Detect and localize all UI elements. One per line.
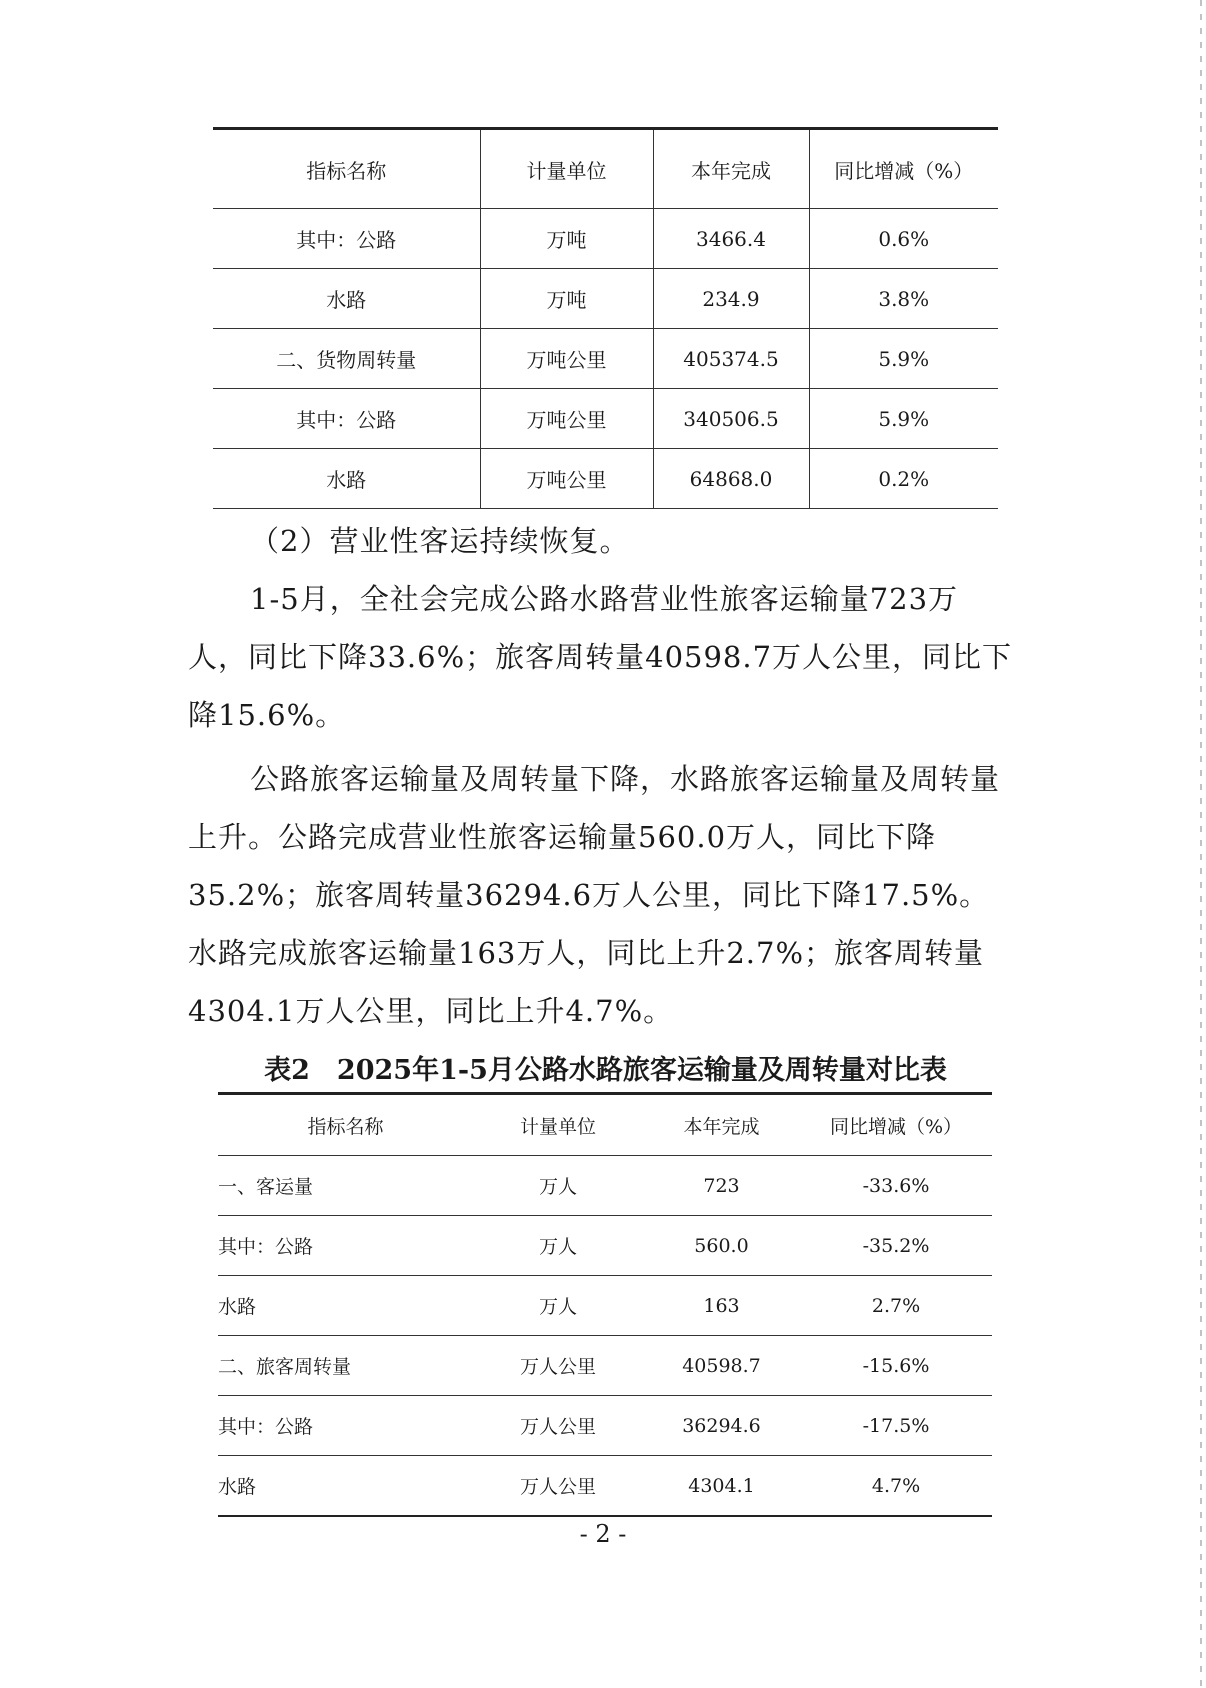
cell-unit: 万吨 [480,269,653,329]
header-change: 同比增减（%） [809,129,998,209]
cell-indicator: 二、旅客周转量 [218,1336,473,1396]
cell-indicator: 二、货物周转量 [213,329,480,389]
table-header-row [218,1094,992,1156]
cell-change: -33.6% [800,1156,992,1216]
cell-unit: 万人公里 [473,1396,643,1456]
cell-indicator: 一、客运量 [218,1156,473,1216]
table-header-row [213,129,998,209]
header-change: 同比增减（%） [800,1094,992,1156]
cell-indicator: 水路 [218,1276,473,1336]
cell-unit: 万吨公里 [480,449,653,509]
header-unit: 计量单位 [480,129,653,209]
page-number: - 2 - [579,1520,627,1548]
cell-indicator: 其中：公路 [218,1396,473,1456]
cell-completed: 723 [643,1156,800,1216]
cell-change: 0.2% [809,449,998,509]
table-row [218,1156,992,1216]
scan-edge [1200,0,1202,1688]
paragraph-passenger-detail: 公路旅客运输量及周转量下降，水路旅客运输量及周转量上升。公路完成营业性旅客运输量560.0万人，同比下降35.2%；旅客周转量36294.6万人公里，同比下降17.5%。水路完成旅客运输量163万人，同比上升2.7%；旅客周转量4304.1万人公里，同比上升4.7%。 [188,762,1001,1028]
cell-indicator: 水路 [213,269,480,329]
cell-indicator: 水路 [213,449,480,509]
header-indicator: 指标名称 [213,129,480,209]
cell-indicator: 其中：公路 [218,1216,473,1276]
cell-change: -35.2% [800,1216,992,1276]
cell-unit: 万人公里 [473,1336,643,1396]
cell-change: -17.5% [800,1396,992,1456]
paragraph-passenger-summary: 1-5月，全社会完成公路水路营业性旅客运输量723万人，同比下降33.6%；旅客周转量40598.7万人公里，同比下降15.6%。 [188,582,1013,732]
table2-title: 表2 2025年1-5月公路水路旅客运输量及周转量对比表 [264,1055,947,1086]
table-row [218,1216,992,1276]
passenger-table [218,1092,992,1517]
cell-unit: 万人 [473,1216,643,1276]
cell-unit: 万人 [473,1156,643,1216]
cell-completed: 405374.5 [653,329,809,389]
cell-completed: 40598.7 [643,1336,800,1396]
cell-completed: 36294.6 [643,1396,800,1456]
freight-table [213,127,998,509]
table-row [213,269,998,329]
table-row [213,209,998,269]
cell-unit: 万吨公里 [480,389,653,449]
table-row [213,389,998,449]
cell-indicator: 其中：公路 [213,389,480,449]
cell-completed: 4304.1 [643,1456,800,1517]
cell-indicator: 其中：公路 [213,209,480,269]
cell-unit: 万吨公里 [480,329,653,389]
header-indicator: 指标名称 [218,1094,473,1156]
header-completed: 本年完成 [653,129,809,209]
cell-change: 3.8% [809,269,998,329]
cell-completed: 3466.4 [653,209,809,269]
section-heading: （2）营业性客运持续恢复。 [250,524,630,558]
table-row [213,329,998,389]
cell-unit: 万吨 [480,209,653,269]
cell-completed: 163 [643,1276,800,1336]
cell-change: 2.7% [800,1276,992,1336]
cell-completed: 64868.0 [653,449,809,509]
cell-unit: 万人 [473,1276,643,1336]
table-row [218,1396,992,1456]
table-row [218,1336,992,1396]
table-row [218,1276,992,1336]
cell-change: 5.9% [809,389,998,449]
cell-change: 5.9% [809,329,998,389]
table-row [213,449,998,509]
header-completed: 本年完成 [643,1094,800,1156]
cell-change: 0.6% [809,209,998,269]
cell-change: -15.6% [800,1336,992,1396]
cell-change: 4.7% [800,1456,992,1517]
cell-completed: 560.0 [643,1216,800,1276]
cell-indicator: 水路 [218,1456,473,1517]
header-unit: 计量单位 [473,1094,643,1156]
cell-completed: 234.9 [653,269,809,329]
cell-unit: 万人公里 [473,1456,643,1517]
cell-completed: 340506.5 [653,389,809,449]
table-row [218,1456,992,1517]
